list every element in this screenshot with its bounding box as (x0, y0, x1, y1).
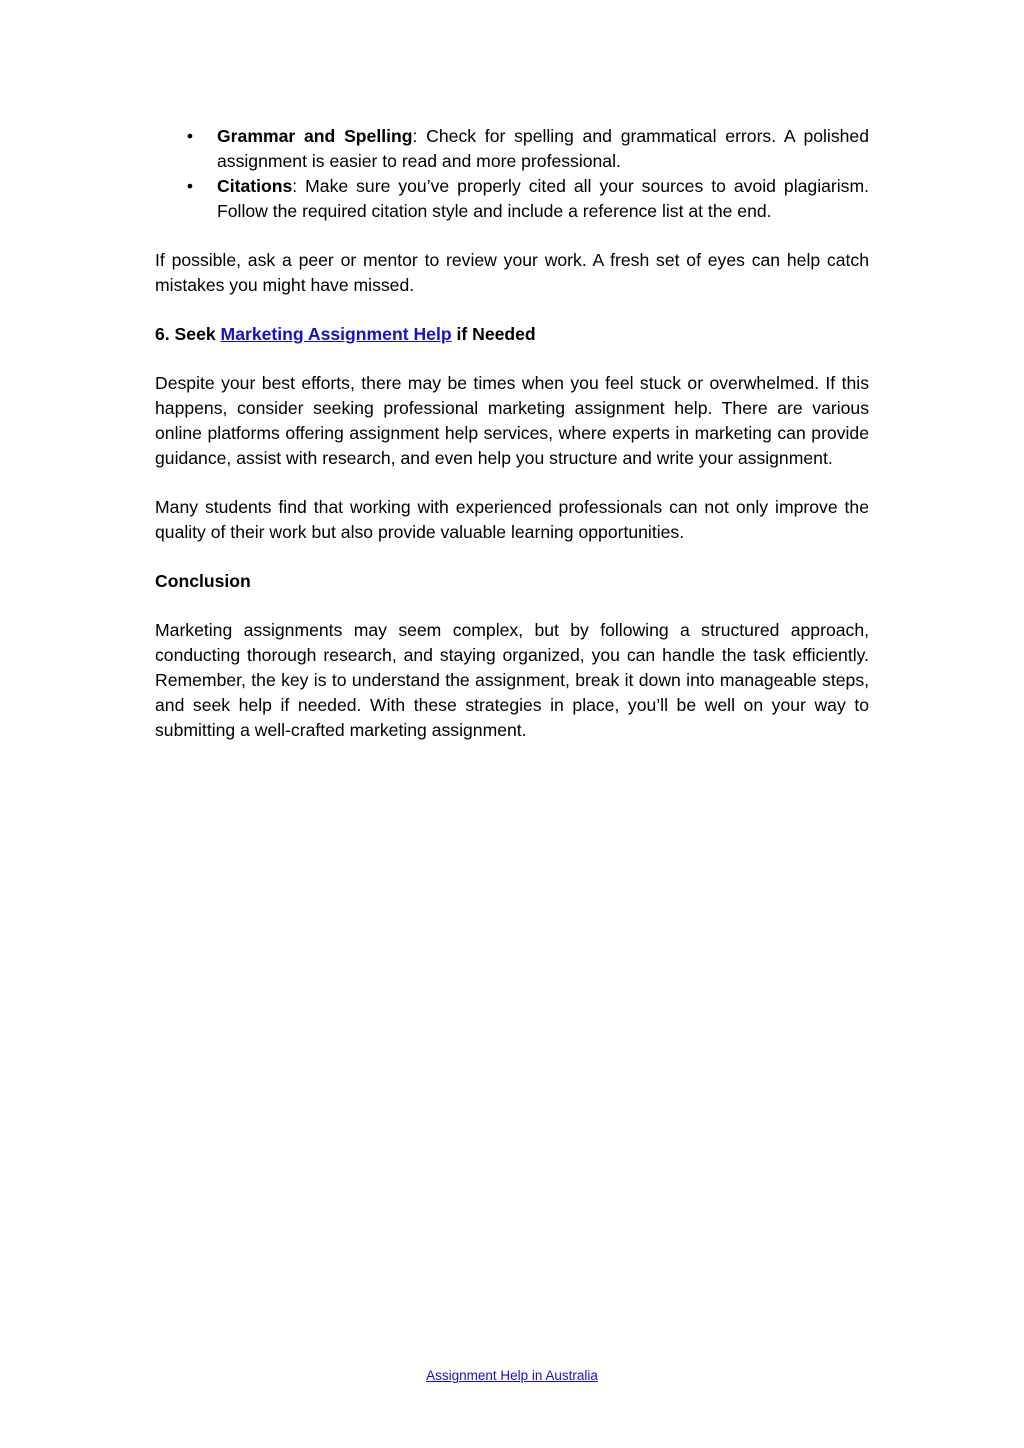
bullet-term: Grammar and Spelling (217, 126, 413, 146)
section-6-heading (155, 322, 869, 347)
bullet-icon: • (186, 126, 194, 146)
conclusion-heading: Conclusion (155, 571, 251, 591)
many-students-paragraph: Many students find that working with experienced professionals can not only improve the quality of their work but also provide valuable learning opportunities. (155, 497, 869, 542)
section-6-prefix: 6. Seek (155, 324, 221, 344)
bullet-icon: • (186, 176, 194, 196)
checklist-bullets (155, 124, 869, 224)
bullet-term: Citations (217, 176, 293, 196)
bullet-item-grammar (155, 124, 869, 174)
conclusion-paragraph: Marketing assignments may seem complex, but by following a structured approach, conducting thorough research, and staying organized, you can handle the task efficiently. Remember, the key is to understand the assignment, break it down into manageable steps, and seek help if needed. With these strategies in place, you’ll be well on your way to submitting a well-crafted marketing assignment. (155, 620, 869, 740)
page-footer (0, 1367, 1024, 1385)
review-paragraph: If possible, ask a peer or mentor to review your work. A fresh set of eyes can help catch mistakes you might have missed. (155, 250, 869, 295)
bullet-item-citations (155, 174, 869, 224)
section-6-suffix: if Needed (451, 324, 536, 344)
footer-assignment-help-link[interactable]: Assignment Help in Australia (426, 1368, 598, 1383)
marketing-assignment-help-link[interactable]: Marketing Assignment Help (220, 324, 452, 344)
bullet-text: : Make sure you’ve properly cited all your sources to avoid plagiarism. Follow the required citation style and include a reference list at the end. (217, 176, 869, 221)
document-body (155, 124, 869, 743)
despite-paragraph: Despite your best efforts, there may be times when you feel stuck or overwhelmed. If this happens, consider seeking professional marketing assignment help. There are various online platforms offering assignment help services, where experts in marketing can provide guidance, assist with research, and even help you structure and write your assignment. (155, 373, 869, 468)
bullet-text: : Check for spelling and grammatical errors. A polished assignment is easier to read and more professional. (217, 126, 869, 171)
